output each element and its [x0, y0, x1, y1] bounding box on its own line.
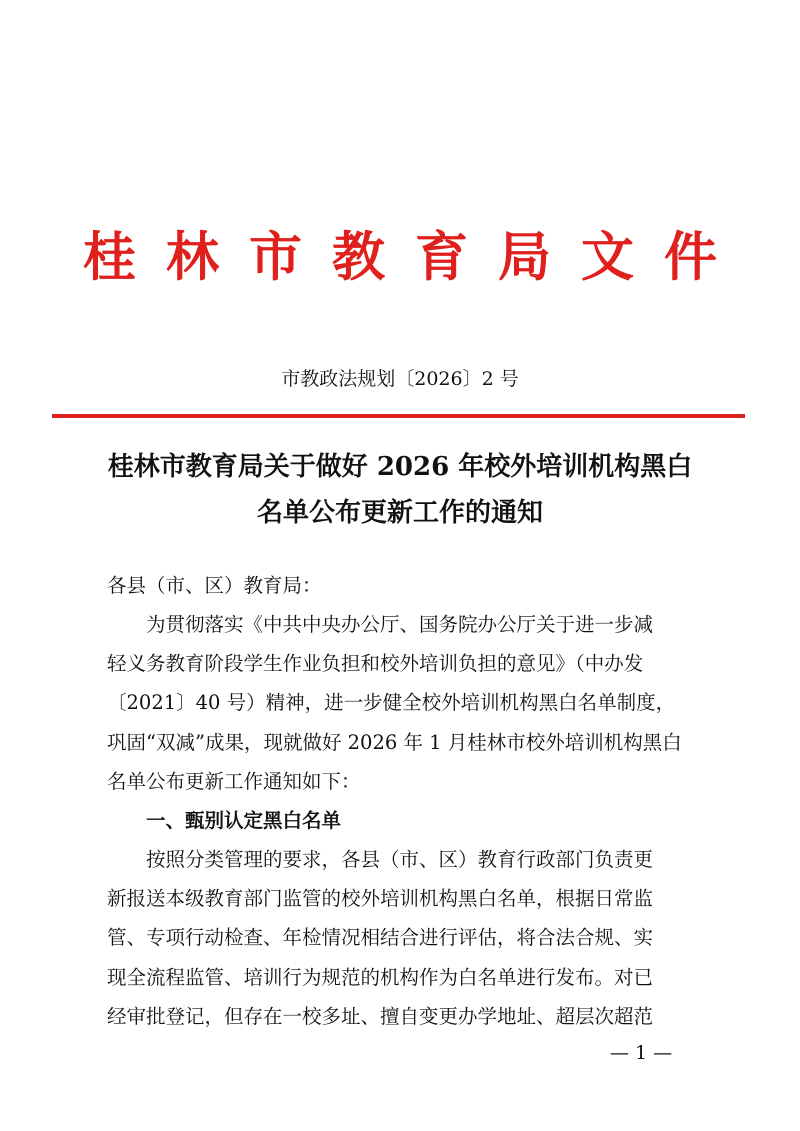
document-title: [60, 444, 740, 536]
document-title-line: 名单公布更新工作的通知: [256, 498, 543, 528]
paragraph-line: 经审批登记，但存在一校多址、擅自变更办学地址、超层次超范: [107, 1004, 654, 1028]
red-divider-line: [52, 414, 745, 418]
document-header-title: 桂林市教育局文件: [83, 226, 747, 288]
paragraph-line: 按照分类管理的要求，各县（市、区）教育行政部门负责更: [146, 848, 654, 871]
paragraph-line: 轻义务教育阶段学生作业负担和校外培训负担的意见》（中办发: [107, 652, 644, 676]
paragraph-line: 名单公布更新工作通知如下：: [107, 769, 361, 793]
document-number: 市教政法规划〔2026〕2 号: [281, 368, 519, 390]
paragraph-line: 管、专项行动检查、年检情况相结合进行评估，将合法合规、实: [107, 926, 654, 950]
paragraph-line: 现全流程监管、培训行为规范的机构作为白名单进行发布。对已: [107, 965, 654, 989]
section-heading: 一、甄别认定黑白名单: [146, 809, 342, 832]
addressee: 各县（市、区）教育局：: [107, 574, 322, 597]
paragraph-1: [107, 605, 713, 801]
paragraph-line: 巩固“双减”成果，现就做好 2026 年 1 月桂林市校外培训机构黑白: [107, 730, 682, 754]
page-number: — 1 —: [610, 1042, 673, 1064]
paragraph-line: 新报送本级教育部门监管的校外培训机构黑白名单，根据日常监: [107, 887, 654, 911]
paragraph-2: [107, 840, 713, 1036]
paragraph-line: 〔2021〕40 号）精神，进一步健全校外培训机构黑白名单制度，: [107, 691, 676, 715]
document-title-line: 桂林市教育局关于做好 2026 年校外培训机构黑白: [107, 452, 693, 482]
paragraph-line: 为贯彻落实《中共中央办公厅、国务院办公厅关于进一步减: [146, 613, 654, 636]
